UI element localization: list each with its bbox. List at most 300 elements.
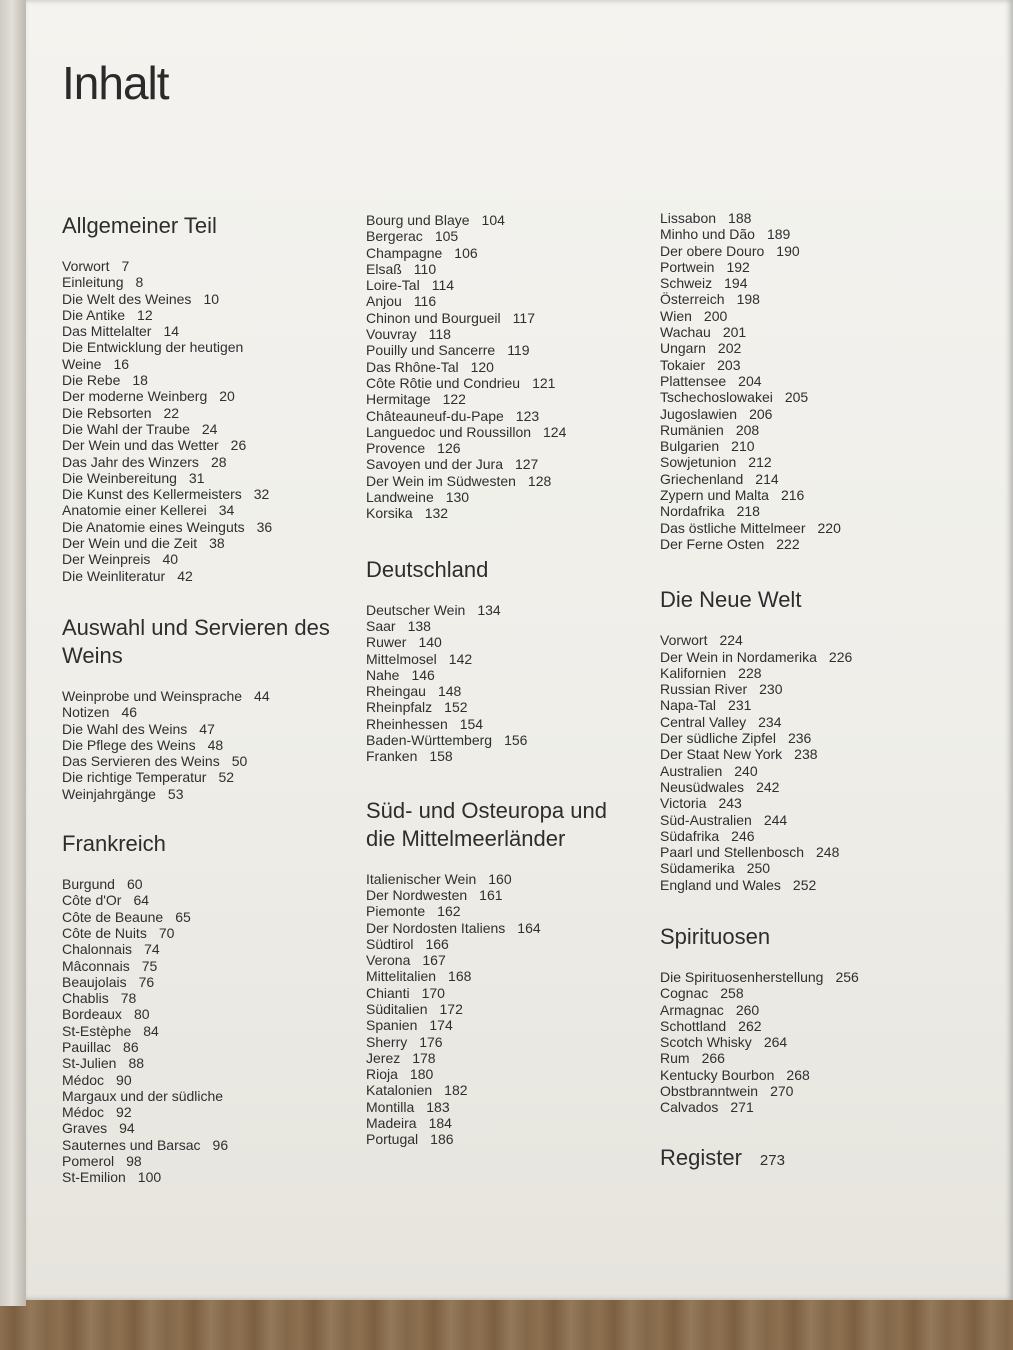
toc-entry-page: 26	[230, 437, 247, 454]
toc-entry-page: 256	[835, 968, 859, 985]
toc-entry-label: Côte de Nuits	[62, 924, 147, 941]
toc-entry-label: Weinprobe und Weinsprache	[62, 687, 243, 704]
toc-entry	[366, 634, 666, 650]
toc-entry-page: 234	[758, 713, 782, 730]
toc-section	[660, 923, 960, 1116]
toc-entry	[62, 941, 362, 957]
toc-entry-label: Sowjetunion	[660, 454, 737, 471]
toc-section	[660, 586, 960, 893]
toc-entry-page: 130	[445, 489, 470, 506]
toc-entry-label: Die Pflege des Weins	[62, 736, 196, 753]
toc-column-3	[660, 210, 960, 1172]
toc-entry-label: Chablis	[62, 990, 109, 1007]
toc-entry	[62, 502, 362, 518]
toc-entry-page: 96	[212, 1136, 229, 1153]
toc-entry	[62, 323, 362, 339]
toc-entry-label: Médoc	[62, 1071, 105, 1088]
toc-entry	[62, 388, 362, 404]
toc-entry	[366, 391, 666, 407]
toc-entry	[660, 860, 960, 876]
toc-entry-page: 186	[430, 1131, 454, 1148]
toc-entry-label: Weine	[62, 355, 102, 372]
toc-entry-label: Zypern und Malta	[660, 487, 769, 504]
toc-entry-page: 160	[488, 870, 512, 887]
toc-entry-label: Die Welt des Weines	[62, 290, 192, 307]
toc-entry	[366, 952, 666, 968]
toc-entry-label: Chinon und Bourgueil	[366, 309, 501, 326]
toc-entry	[660, 632, 960, 648]
toc-entry	[62, 1055, 362, 1071]
toc-entry-label: Hermitage	[366, 391, 431, 408]
toc-entry-label: Die Anatomie eines Weinguts	[62, 518, 245, 535]
toc-entry-page: 148	[437, 683, 462, 700]
toc-entry-label: Rum	[660, 1050, 690, 1067]
toc-entry-page: 206	[749, 405, 773, 422]
book-cover-edge	[0, 0, 26, 1306]
toc-entry-page: 8	[135, 274, 144, 291]
toc-entry-label: Pouilly und Sancerre	[366, 342, 496, 359]
toc-entry	[660, 308, 960, 324]
toc-entry	[62, 990, 362, 1006]
toc-entry-page: 222	[776, 535, 800, 552]
toc-entry	[62, 421, 362, 437]
toc-entry-label: Korsika	[366, 505, 413, 522]
toc-entry-page: 84	[143, 1022, 159, 1039]
toc-entry-label: Scotch Whisky	[660, 1034, 752, 1051]
toc-entry-label: Bulgarien	[660, 438, 720, 455]
toc-entry	[366, 424, 666, 440]
toc-column-2	[366, 212, 666, 1148]
toc-entry-page: 92	[116, 1104, 132, 1121]
toc-entry-page: 14	[163, 323, 180, 340]
toc-entry-page: 214	[755, 470, 779, 487]
toc-entry	[366, 228, 666, 244]
toc-entry-page: 140	[418, 634, 442, 651]
toc-entry	[660, 697, 960, 713]
toc-entry-label: Nordafrika	[660, 503, 725, 520]
toc-entry-page: 154	[459, 715, 484, 732]
toc-entry-label: Einleitung	[62, 274, 124, 291]
toc-entry-label: Das Mittelalter	[62, 323, 152, 340]
toc-entry-label: Sherry	[366, 1033, 408, 1050]
toc-entry-label: Schweiz	[660, 275, 713, 292]
toc-entry-label: Nahe	[366, 666, 400, 683]
toc-entry-list	[62, 876, 362, 1186]
toc-entry	[660, 1067, 960, 1083]
toc-entry-page: 20	[219, 388, 235, 405]
toc-entry-page: 90	[116, 1071, 132, 1088]
toc-entry-label: Beaujolais	[62, 973, 127, 990]
toc-entry-label: Bordeaux	[62, 1006, 122, 1023]
toc-entry-label: Spanien	[366, 1017, 418, 1034]
toc-entry	[62, 958, 362, 974]
toc-entry	[62, 356, 362, 372]
toc-entry-page: 252	[792, 876, 817, 893]
toc-entry	[62, 721, 362, 737]
toc-entry	[660, 665, 960, 681]
toc-entry-page: 162	[437, 903, 461, 920]
toc-entry	[366, 699, 666, 715]
toc-entry-page: 110	[413, 260, 437, 277]
toc-entry	[62, 258, 362, 274]
toc-entry-list	[62, 688, 362, 802]
toc-entry-label: Médoc	[62, 1104, 105, 1121]
toc-entry	[62, 307, 362, 323]
toc-entry-label: Côte de Beaune	[62, 908, 164, 925]
toc-entry-label: St-Estèphe	[62, 1022, 132, 1039]
toc-entry-label: Südafrika	[660, 827, 720, 844]
toc-entry-label: Calvados	[660, 1099, 719, 1116]
toc-entry-page: 116	[413, 293, 437, 310]
toc-entry-page: 121	[532, 374, 556, 391]
toc-entry-page: 230	[759, 681, 783, 698]
toc-entry-page: 46	[121, 704, 138, 721]
toc-entry-label: Pomerol	[62, 1153, 115, 1170]
toc-entry-label: Die Kunst des Kellermeisters	[62, 486, 242, 503]
toc-entry	[366, 968, 666, 984]
toc-entry	[660, 422, 960, 438]
toc-entry	[62, 876, 362, 892]
toc-entry	[62, 892, 362, 908]
toc-entry-label: Schottland	[660, 1017, 727, 1034]
toc-entry-label: Weinjahrgänge	[62, 785, 156, 802]
toc-entry-page: 192	[726, 258, 750, 275]
toc-entry-label: Jerez	[366, 1049, 401, 1066]
toc-entry-page: 32	[253, 486, 270, 503]
toc-entry-label: Mâconnais	[62, 957, 130, 974]
toc-entry-page: 270	[770, 1083, 794, 1100]
toc-entry-page: 184	[428, 1115, 452, 1132]
toc-entry-label: Die Rebsorten	[62, 404, 152, 421]
toc-entry-page: 60	[126, 876, 143, 893]
toc-entry-page: 152	[444, 699, 468, 716]
toc-entry-page: 50	[231, 753, 248, 770]
toc-entry-label: Der moderne Weinberg	[62, 388, 208, 405]
toc-entry	[62, 925, 362, 941]
register-section	[660, 1144, 960, 1172]
toc-entry-page: 201	[722, 324, 747, 341]
toc-entry-label: Neusüdwales	[660, 778, 745, 795]
toc-entry-label: Vouvray	[366, 326, 417, 343]
toc-entry-page: 12	[137, 306, 153, 323]
toc-entry	[366, 1001, 666, 1017]
toc-entry	[366, 489, 666, 505]
toc-entry	[660, 259, 960, 275]
toc-entry-label: Provence	[366, 440, 426, 457]
section-title-spirituosen: Spirituosen	[660, 923, 771, 949]
toc-entry	[660, 340, 960, 356]
toc-entry-page: 210	[731, 438, 755, 455]
toc-entry	[366, 310, 666, 326]
toc-entry-page: 74	[144, 941, 160, 958]
toc-entry	[660, 812, 960, 828]
toc-entry-page: 168	[448, 968, 472, 985]
toc-entry-list	[62, 258, 362, 584]
toc-entry-page: 80	[133, 1006, 150, 1023]
toc-entry-label: Der Nordwesten	[366, 886, 468, 903]
toc-entry	[62, 1039, 362, 1055]
toc-entry-label: Südamerika	[660, 860, 735, 877]
toc-entry	[366, 261, 666, 277]
toc-entry	[366, 1082, 666, 1098]
toc-entry	[62, 568, 362, 584]
toc-entry	[366, 1050, 666, 1066]
toc-entry	[660, 438, 960, 454]
toc-entry-page: 220	[817, 519, 841, 536]
toc-entry-label: Italienischer Wein	[366, 870, 477, 887]
toc-entry-page: 44	[254, 687, 270, 704]
toc-entry-page: 156	[504, 732, 528, 749]
toc-entry-label: Der Nordosten Italiens	[366, 919, 506, 936]
toc-entry-label: Ruwer	[366, 634, 407, 651]
toc-entry	[366, 277, 666, 293]
toc-entry-page: 180	[409, 1066, 434, 1083]
toc-entry	[62, 1104, 362, 1120]
toc-entry-page: 250	[746, 860, 771, 877]
toc-entry-label: Das Servieren des Weins	[62, 753, 220, 770]
toc-entry	[62, 737, 362, 753]
toc-entry-label: Rheinhessen	[366, 715, 448, 732]
toc-entry	[660, 1002, 960, 1018]
toc-entry-page: 42	[177, 567, 193, 584]
toc-entry-page: 164	[517, 919, 541, 936]
toc-entry	[660, 795, 960, 811]
toc-entry-page: 34	[218, 502, 235, 519]
toc-section	[366, 797, 666, 1148]
toc-entry-label: Der Wein in Nordamerika	[660, 648, 817, 665]
toc-entry-label: Der Wein im Südwesten	[366, 472, 516, 489]
section-title-frankreich: Frankreich	[62, 831, 166, 857]
toc-entry-label: Die Spirituosenherstellung	[660, 968, 824, 985]
toc-entry-label: Die Wahl des Weins	[62, 720, 188, 737]
toc-entry-label: Côte Rôtie und Condrieu	[366, 374, 521, 391]
toc-entry-page: 264	[763, 1034, 788, 1051]
toc-entry	[62, 1088, 362, 1104]
toc-entry-label: Plattensee	[660, 372, 727, 389]
toc-entry	[62, 519, 362, 535]
toc-entry-page: 146	[411, 666, 435, 683]
toc-entry-label: Paarl und Stellenbosch	[660, 844, 804, 861]
toc-entry-page: 16	[113, 355, 130, 372]
toc-entry-page: 167	[422, 952, 446, 969]
toc-entry-page: 158	[429, 748, 453, 765]
page-title: Inhalt	[62, 57, 169, 109]
toc-entry-label: Wien	[660, 307, 692, 324]
toc-entry	[366, 1066, 666, 1082]
toc-entry-page: 132	[424, 505, 449, 522]
toc-entry	[62, 470, 362, 486]
section-title-register: Register	[660, 1144, 742, 1170]
toc-entry	[660, 1034, 960, 1050]
toc-entry-label: Rheingau	[366, 683, 426, 700]
toc-entry-label: England und Wales	[660, 876, 781, 893]
section-title-auswahl-und-servieren-des-weins: Auswahl und Servieren des Weins	[62, 614, 330, 668]
toc-entry-page: 188	[728, 210, 752, 226]
toc-entry	[660, 357, 960, 373]
toc-entry-list	[660, 632, 960, 893]
toc-entry-page: 104	[481, 212, 505, 228]
toc-entry-page: 246	[731, 827, 755, 844]
toc-entry	[660, 763, 960, 779]
toc-entry-page: 24	[201, 420, 218, 437]
toc-entry	[62, 372, 362, 388]
toc-entry-page: 226	[828, 648, 853, 665]
toc-section	[366, 556, 666, 765]
toc-entry-page: 138	[407, 617, 431, 634]
toc-entry-label: Cognac	[660, 985, 709, 1002]
toc-entry-page: 260	[735, 1001, 760, 1018]
toc-entry	[660, 324, 960, 340]
toc-entry-label: Notizen	[62, 704, 110, 721]
toc-entry	[366, 936, 666, 952]
toc-section	[660, 210, 960, 552]
toc-entry-label: Châteauneuf-du-Pape	[366, 407, 504, 424]
toc-entry-label: Bergerac	[366, 228, 423, 245]
toc-entry-page: 106	[454, 244, 478, 261]
toc-entry	[62, 974, 362, 990]
toc-entry-label: Süditalien	[366, 1000, 428, 1017]
toc-entry	[366, 473, 666, 489]
toc-entry-label: Kalifornien	[660, 664, 727, 681]
toc-entry	[62, 437, 362, 453]
toc-entry-page: 216	[780, 487, 805, 504]
toc-entry-page: 161	[479, 886, 503, 903]
toc-entry-page: 124	[543, 423, 567, 440]
toc-entry	[62, 688, 362, 704]
toc-entry-label: Elsaß	[366, 260, 402, 277]
toc-entry-page: 100	[137, 1169, 162, 1186]
toc-entry	[62, 1137, 362, 1153]
toc-entry-label: Côte d'Or	[62, 892, 122, 909]
toc-entry-label: Vorwort	[660, 632, 708, 649]
toc-entry	[366, 408, 666, 424]
toc-entry	[366, 716, 666, 732]
toc-entry	[660, 969, 960, 985]
toc-entry	[62, 1169, 362, 1185]
toc-entry-page: 47	[199, 720, 215, 737]
toc-entry-label: Baden-Württemberg	[366, 732, 493, 749]
section-title-allgemeiner-teil: Allgemeiner Teil	[62, 213, 217, 238]
toc-entry-page: 176	[419, 1033, 443, 1050]
toc-entry-label: Kentucky Bourbon	[660, 1066, 775, 1083]
toc-entry-page: 65	[175, 908, 191, 925]
toc-entry-page: 48	[207, 736, 224, 753]
toc-entry-label: Montilla	[366, 1098, 415, 1115]
toc-entry	[62, 1072, 362, 1088]
toc-entry	[62, 909, 362, 925]
toc-entry-label: Napa-Tal	[660, 697, 717, 714]
toc-entry-page: 236	[787, 730, 812, 747]
toc-entry	[660, 503, 960, 519]
toc-entry-page: 18	[132, 372, 148, 389]
toc-entry-label: St-Emilion	[62, 1169, 126, 1186]
toc-entry-label: Russian River	[660, 681, 748, 698]
toc-entry-page: 118	[428, 326, 451, 343]
toc-entry-page: 268	[786, 1066, 810, 1083]
toc-entry	[660, 746, 960, 762]
toc-entry	[660, 210, 960, 226]
toc-entry-label: Das östliche Mittelmeer	[660, 519, 806, 536]
toc-entry	[366, 505, 666, 521]
toc-entry	[366, 1034, 666, 1050]
toc-entry-page: 266	[701, 1050, 725, 1067]
toc-entry	[62, 274, 362, 290]
toc-entry-page: 242	[756, 778, 780, 795]
toc-entry	[62, 405, 362, 421]
toc-section	[366, 212, 666, 522]
toc-entry	[62, 486, 362, 502]
toc-entry-page: 262	[738, 1017, 762, 1034]
toc-entry	[660, 1083, 960, 1099]
toc-entry-label: Rheinpfalz	[366, 699, 433, 716]
toc-entry-label: Piemonte	[366, 903, 426, 920]
toc-entry-label: Der südliche Zipfel	[660, 730, 776, 747]
toc-entry-label: Der Wein und das Wetter	[62, 437, 219, 454]
toc-entry-label: Ungarn	[660, 340, 706, 357]
toc-entry	[660, 730, 960, 746]
toc-entry	[660, 536, 960, 552]
toc-entry-label: Die Wahl der Traube	[62, 420, 190, 437]
toc-entry-page: 119	[507, 342, 530, 359]
toc-entry-page: 198	[736, 291, 760, 308]
section-title-die-neue-welt: Die Neue Welt	[660, 587, 802, 613]
toc-entry-page: 244	[763, 811, 788, 828]
toc-entry-page: 78	[120, 990, 137, 1007]
toc-entry-label: Der Wein und die Zeit	[62, 535, 198, 552]
toc-entry-page: 127	[514, 456, 539, 473]
toc-entry-label: Saar	[366, 617, 396, 634]
toc-entry-label: Tokaier	[660, 356, 706, 373]
toc-entry	[660, 1018, 960, 1034]
toc-entry-page: 88	[128, 1055, 145, 1072]
toc-entry	[366, 1131, 666, 1147]
toc-entry-page: 183	[426, 1098, 450, 1115]
toc-entry-label: Loire-Tal	[366, 277, 420, 294]
register-page: 273	[759, 1151, 785, 1169]
toc-entry	[366, 326, 666, 342]
toc-entry	[366, 887, 666, 903]
toc-entry	[366, 342, 666, 358]
toc-entry-page: 231	[728, 697, 752, 714]
toc-entry-page: 182	[444, 1082, 468, 1099]
toc-entry	[366, 732, 666, 748]
toc-entry	[62, 551, 362, 567]
toc-entry	[366, 602, 666, 618]
toc-entry-label: Rumänien	[660, 421, 724, 438]
toc-entry-page: 53	[167, 785, 184, 802]
toc-entry	[660, 714, 960, 730]
toc-entry	[366, 293, 666, 309]
toc-entry-label: Champagne	[366, 244, 443, 261]
toc-entry	[62, 769, 362, 785]
toc-entry	[366, 748, 666, 764]
toc-entry-page: 248	[816, 844, 840, 861]
toc-entry	[366, 1017, 666, 1033]
book-page	[26, 0, 1013, 1300]
toc-entry-list	[660, 210, 960, 552]
toc-section	[62, 614, 362, 802]
toc-entry-label: Mittelitalien	[366, 968, 437, 985]
toc-entry-page: 218	[736, 503, 760, 520]
toc-entry	[366, 683, 666, 699]
toc-entry-page: 243	[718, 795, 742, 812]
toc-entry-page: 203	[717, 356, 741, 373]
toc-entry	[660, 471, 960, 487]
toc-entry	[660, 291, 960, 307]
toc-entry-label: Die Weinliteratur	[62, 567, 166, 584]
toc-entry-page: 86	[123, 1038, 139, 1055]
toc-entry-label: Tschechoslowakei	[660, 389, 773, 406]
